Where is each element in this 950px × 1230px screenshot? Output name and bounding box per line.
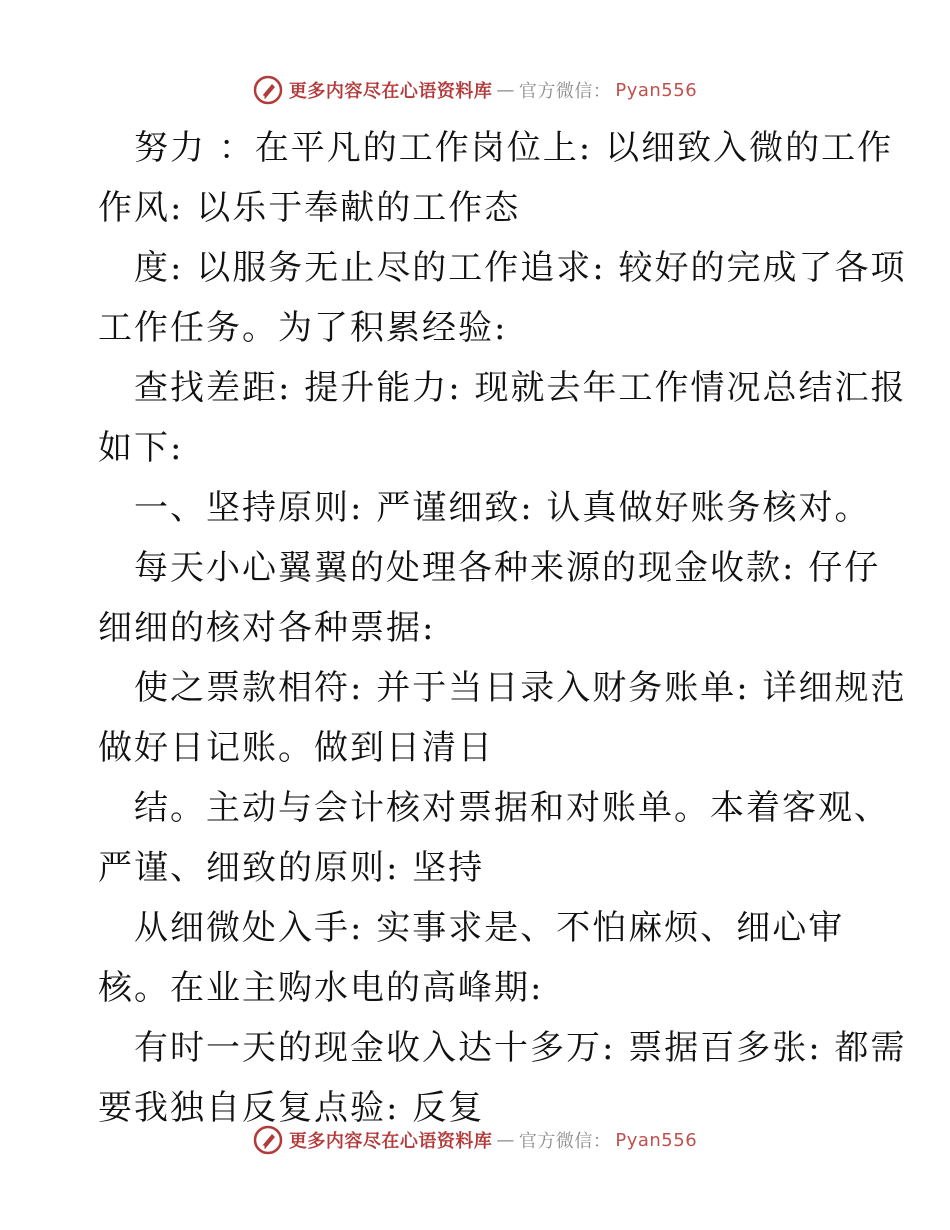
text-line: 做好日记账。做到日清日 — [98, 728, 494, 768]
text-line: 结。主动与会计核对票据和对账单。本着客观、 — [134, 788, 890, 828]
text-line: 工作任务。为了积累经验: — [98, 308, 508, 348]
banner-main-text: 更多内容尽在心语资料库 — [288, 81, 493, 102]
text-line: 每天小心翼翼的处理各种来源的现金收款: 仔仔 — [134, 548, 881, 588]
text-line: 要我独自反复点验: 反复 — [98, 1088, 485, 1128]
pen-nib-logo-icon — [253, 1125, 283, 1155]
footer-banner — [0, 1122, 950, 1158]
document-body — [98, 118, 907, 1138]
banner-dash: — — [496, 1129, 515, 1151]
header-banner — [0, 72, 950, 108]
banner-dash: — — [496, 79, 515, 101]
text-line: 作风: 以乐于奉献的工作态 — [98, 188, 521, 228]
text-line: 细细的核对各种票据: — [98, 608, 436, 648]
text-line: 一、坚持原则: 严谨细致: 认真做好账务核对。 — [134, 488, 871, 528]
text-line: 核。在业主购水电的高峰期: — [98, 968, 544, 1008]
text-line: 从细微处入手: 实事求是、不怕麻烦、细心审 — [134, 908, 845, 948]
pen-nib-logo-icon — [253, 75, 283, 105]
text-line: 查找差距: 提升能力: 现就去年工作情况总结汇报 — [134, 368, 907, 408]
banner-contact-label: 官方微信： — [518, 1131, 612, 1152]
banner-contact-id: Pyan556 — [615, 79, 698, 101]
text-line: 有时一天的现金收入达十多万: 票据百多张: 都需 — [134, 1028, 907, 1068]
banner-contact-id: Pyan556 — [615, 1129, 698, 1151]
text-line: 如下: — [98, 428, 184, 468]
text-line: 严谨、细致的原则: 坚持 — [98, 848, 485, 888]
text-line: 度: 以服务无止尽的工作追求: 较好的完成了各项 — [134, 248, 907, 288]
banner-contact-label: 官方微信： — [518, 81, 612, 102]
text-line: 努力 ：在平凡的工作岗位上: 以细致入微的工作 — [134, 128, 894, 168]
banner-main-text: 更多内容尽在心语资料库 — [288, 1131, 493, 1152]
text-line: 使之票款相符: 并于当日录入财务账单: 详细规范 — [134, 668, 907, 708]
